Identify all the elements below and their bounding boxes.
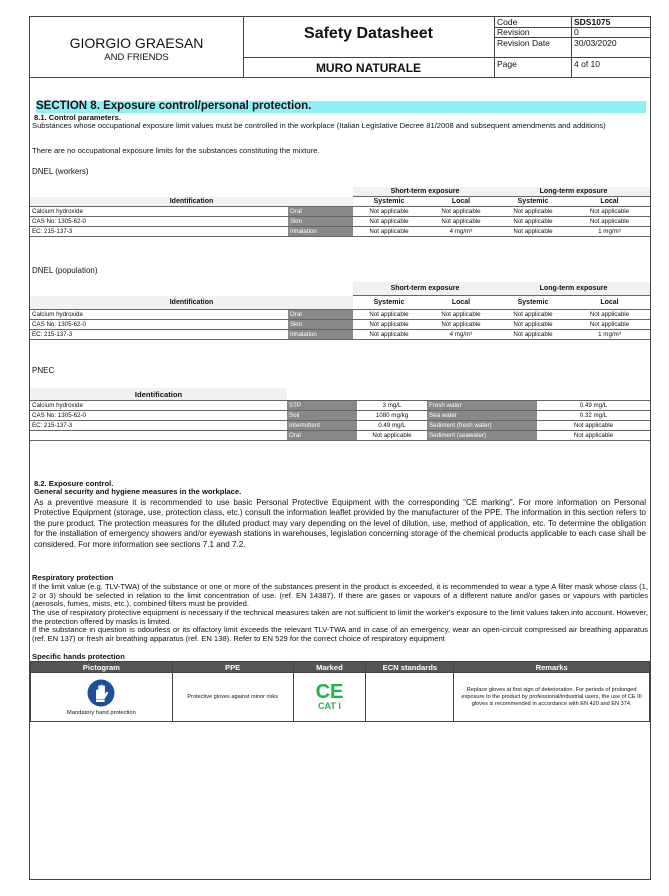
dnel-workers-label: DNEL (workers) [32,167,89,176]
route-cell: Inhalation [288,329,353,339]
product-name: MURO NATURALE [315,61,422,75]
doc-info-block [494,17,650,77]
value-cell: Not applicable [569,207,650,217]
col-pictogram: Pictogram [31,662,173,673]
pnec-key: Fresh water [427,401,537,411]
substance-cas: CAS No: 1305-62-0 [30,411,287,421]
respiratory-text-1: If the limit value (e.g. TLV-TWA) of the substance or one or more of the substances present in the product is exceeded, it is recommended to wear a type A filter mask whose class (1, 2 or 3) should be selected in relation to the limit concentration of use. (ref. EN 14387). If there are gases or vapours of a different nature and/or gases or vapours with particles (aerosols, fumes, mists, etc.), combined filters must be provided. [32,582,648,609]
pnec-key: STP [287,401,357,411]
value-cell: 1 mg/m³ [569,227,650,237]
pnec-key: Intermittent [287,421,357,431]
short-term-header: Short-term exposure [353,187,497,197]
route-cell: Inhalation [288,227,353,237]
pnec-key: Sea water [427,411,537,421]
systemic-header: Systemic [497,197,569,207]
substance-cas: CAS No: 1305-62-0 [30,319,288,329]
document-header [30,17,650,77]
value-cell: Not applicable [425,207,497,217]
pnec-key: Oral [287,431,357,441]
value-cell: 4 mg/m³ [425,227,497,237]
substance-ec: EC: 215-137-3 [30,227,288,237]
pnec-key: Sediment (seawater) [427,431,537,441]
value-cell: Not applicable [569,309,650,319]
systemic-header: Systemic [353,296,425,310]
value-cell: 4 mg/m³ [425,329,497,339]
pictogram-caption: Mandatory hand protection [66,709,136,716]
short-term-header: Short-term exposure [353,282,497,296]
control-parameters-text: Substances whose occupational exposure limit values must be controlled in the workplace (Italian Legislative Decree 81/2008 and subsequent amendments and additions) [32,121,606,130]
title-block [243,17,495,77]
datasheet-page [29,16,651,880]
dnel-population-table [30,282,650,340]
dnel-workers-table [30,187,650,237]
identification-header: Identification [30,197,353,207]
pnec-key: Soil [287,411,357,421]
remarks-cell: Replace gloves at first sign of deterioration. For periods of prolonged exposure to the product by professional/industrial users, the use of CE III gloves is recommended in accordance with EN 420 and EN 374. [454,673,650,722]
page-value: 4 of 10 [574,59,600,69]
local-header: Local [425,197,497,207]
substance-name: Calcium hydroxide [30,207,288,217]
revision-date-label: Revision Date [497,38,550,48]
pnec-key: Sediment (fresh water) [427,421,537,431]
control-parameters-title: 8.1. Control parameters. [34,113,121,122]
value-cell: Not applicable [353,217,425,227]
route-cell: Skin [288,319,353,329]
ce-mark-icon: CE [315,681,344,703]
pnec-value: Not applicable [537,421,650,431]
col-marked: Marked [293,662,366,673]
col-remarks: Remarks [454,662,650,673]
value-cell: Not applicable [497,217,569,227]
value-cell: Not applicable [497,319,569,329]
hand-protection-icon [87,679,115,707]
col-ppe: PPE [172,662,293,673]
code-value: SDS1075 [574,17,611,27]
respiratory-title: Respiratory protection [32,573,114,582]
code-label: Code [497,17,518,27]
pictogram-cell [31,673,173,722]
systemic-header: Systemic [497,296,569,310]
substance-cas: CAS No: 1305-62-0 [30,217,288,227]
long-term-header: Long-term exposure [497,282,650,296]
value-cell: Not applicable [353,227,425,237]
company-name: GIORGIO GRAESAN [69,35,204,51]
company-block [30,17,244,77]
value-cell: 1 mg/m³ [569,329,650,339]
local-header: Local [569,197,650,207]
route-cell: Oral [288,309,353,319]
substance-ec: EC: 215-137-3 [30,421,287,431]
substance-name: Calcium hydroxide [30,401,287,411]
pnec-value: 1080 mg/kg [357,411,427,421]
ecn-cell [366,673,454,722]
hands-protection-title: Specific hands protection [32,652,125,661]
dnel-population-label: DNEL (population) [32,266,98,275]
value-cell: Not applicable [497,309,569,319]
value-cell: Not applicable [353,329,425,339]
section-title: SECTION 8. Exposure control/personal protection. [36,100,312,112]
local-header: Local [569,296,650,310]
document-title: Safety Datasheet [304,25,433,42]
route-cell: Oral [288,207,353,217]
value-cell: Not applicable [497,227,569,237]
value-cell: Not applicable [569,319,650,329]
pnec-value: 0.32 mg/L [537,411,650,421]
revision-value: 0 [574,27,579,37]
hands-protection-table [30,661,650,722]
ppe-cell: Protective gloves against minor risks [172,673,293,722]
pnec-value: Not applicable [537,431,650,441]
route-cell: Skin [288,217,353,227]
respiratory-text-3: If the substance in question is odourless or its olfactory limit exceeds the relevant TLV-TWA and in case of an emergency, wear an open-circuit compressed air breathing apparatus (ref. EN 137) or fresh air breathing apparatus (ref. EN 138). Refer to EN 529 for the correct choice of respiratory equipment [32,625,648,643]
no-exposure-limits-text: There are no occupational exposure limits for the substances constituting the mixture. [32,146,320,155]
pnec-label: PNEC [32,366,55,375]
substance-ec: EC: 215-137-3 [30,329,288,339]
hygiene-measures-title: General security and hygiene measures in the workplace. [34,487,242,496]
ce-category: CAT I [318,701,341,711]
exposure-control-title: 8.2. Exposure control. [34,479,114,488]
exposure-control-text: As a preventive measure it is recommended to use basic Personal Protective Equipment with the corresponding “CE marking”. For more information on Personal Protective Equipment (storage, use, protection class, etc.) consult the information leaflet provided by the manufacturer of the PPE. The information in this section refers to the pure product. The protection measures for the diluted product may vary depending on the level of dilution, use, method of application, etc. To determine the obligation for the installation of emergency showers and/or eyewash stations in warehouses, legislation concerning storage of the chemical products applicable to each case shall be considered. For more information see sections 7.1 and 7.2. [34,498,646,549]
systemic-header: Systemic [353,197,425,207]
pnec-value: Not applicable [357,431,427,441]
pnec-value: 0.49 mg/L [357,421,427,431]
col-ecn: ECN standards [366,662,454,673]
value-cell: Not applicable [425,309,497,319]
value-cell: Not applicable [497,207,569,217]
marked-cell [293,673,366,722]
page-label: Page [497,59,517,69]
value-cell: Not applicable [353,207,425,217]
pnec-value: 0.49 mg/L [537,401,650,411]
long-term-header: Long-term exposure [497,187,650,197]
value-cell: Not applicable [353,309,425,319]
company-subtitle: AND FRIENDS [104,52,169,63]
substance-name: Calcium hydroxide [30,309,288,319]
value-cell: Not applicable [569,217,650,227]
identification-header: Identification [30,388,287,401]
value-cell: Not applicable [425,217,497,227]
pnec-value: 3 mg/L [357,401,427,411]
pnec-table [30,388,650,441]
revision-date-value: 30/03/2020 [574,38,617,48]
local-header: Local [425,296,497,310]
identification-header: Identification [30,296,353,310]
respiratory-text-2: The use of respiratory protective equipment is necessary if the technical measures taken are not sufficient to limit the worker's exposure to the limit values taken into account. However, the protection offered by masks is limited. [32,608,648,626]
value-cell: Not applicable [353,319,425,329]
revision-label: Revision [497,27,530,37]
value-cell: Not applicable [497,329,569,339]
value-cell: Not applicable [425,319,497,329]
